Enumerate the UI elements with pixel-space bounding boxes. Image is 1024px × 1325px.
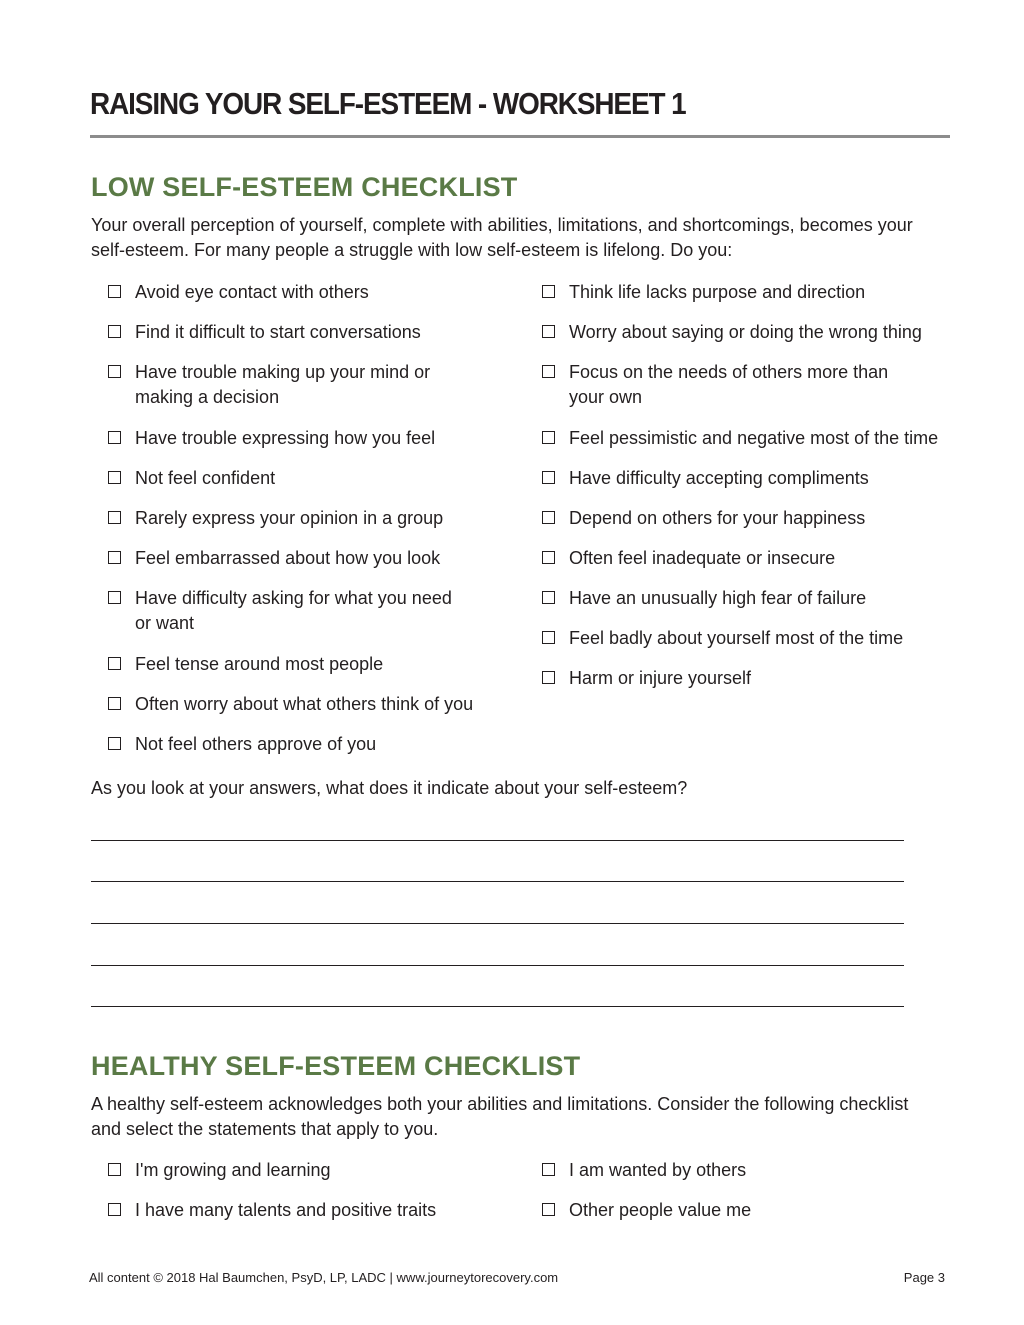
title-divider <box>90 135 950 138</box>
reflection-question: As you look at your answers, what does it indicate about your self-esteem? <box>91 778 688 798</box>
checkbox[interactable] <box>542 631 555 644</box>
checkbox[interactable] <box>542 431 555 444</box>
checkbox[interactable] <box>542 511 555 524</box>
checkbox[interactable] <box>108 1203 121 1216</box>
checkbox[interactable] <box>108 471 121 484</box>
checkbox[interactable] <box>542 1203 555 1216</box>
checkbox[interactable] <box>108 325 121 338</box>
checkbox[interactable] <box>108 285 121 298</box>
checkbox[interactable] <box>542 1163 555 1176</box>
checkbox[interactable] <box>542 325 555 338</box>
answer-line[interactable] <box>91 1006 904 1007</box>
answer-line[interactable] <box>91 923 904 924</box>
checkbox[interactable] <box>542 365 555 378</box>
checkbox[interactable] <box>108 657 121 670</box>
footer-copyright: All content © 2018 Hal Baumchen, PsyD, LP, LADC | www.journeytorecovery.com <box>89 1270 559 1285</box>
checkbox[interactable] <box>108 737 121 750</box>
checkbox[interactable] <box>542 551 555 564</box>
page-title: RAISING YOUR SELF-ESTEEM - WORKSHEET 1 <box>90 86 686 121</box>
answer-line[interactable] <box>91 965 904 966</box>
checkbox[interactable] <box>542 671 555 684</box>
answer-line[interactable] <box>91 840 904 841</box>
checkbox[interactable] <box>108 511 121 524</box>
checkbox[interactable] <box>108 1163 121 1176</box>
checkbox[interactable] <box>542 471 555 484</box>
checkbox[interactable] <box>108 591 121 604</box>
page-number: Page 3 <box>903 1270 945 1285</box>
checkbox[interactable] <box>108 697 121 710</box>
checkbox[interactable] <box>108 365 121 378</box>
checkbox[interactable] <box>542 591 555 604</box>
checkbox[interactable] <box>108 431 121 444</box>
healthy-self-esteem-heading: HEALTHY SELF-ESTEEM CHECKLIST <box>91 1051 581 1081</box>
healthy-self-esteem-intro: A healthy self-esteem acknowledges both your abilities and limitations. Consider the following checklist and select the statements that apply to you. <box>91 1094 909 1139</box>
checkbox[interactable] <box>542 285 555 298</box>
checkbox[interactable] <box>108 551 121 564</box>
low-self-esteem-intro: Your overall perception of yourself, complete with abilities, limitations, and shortcomings, becomes your self-esteem. For many people a struggle with low self-esteem is lifelong. Do you: <box>91 215 913 260</box>
answer-line[interactable] <box>91 881 904 882</box>
low-self-esteem-heading: LOW SELF-ESTEEM CHECKLIST <box>91 172 518 202</box>
